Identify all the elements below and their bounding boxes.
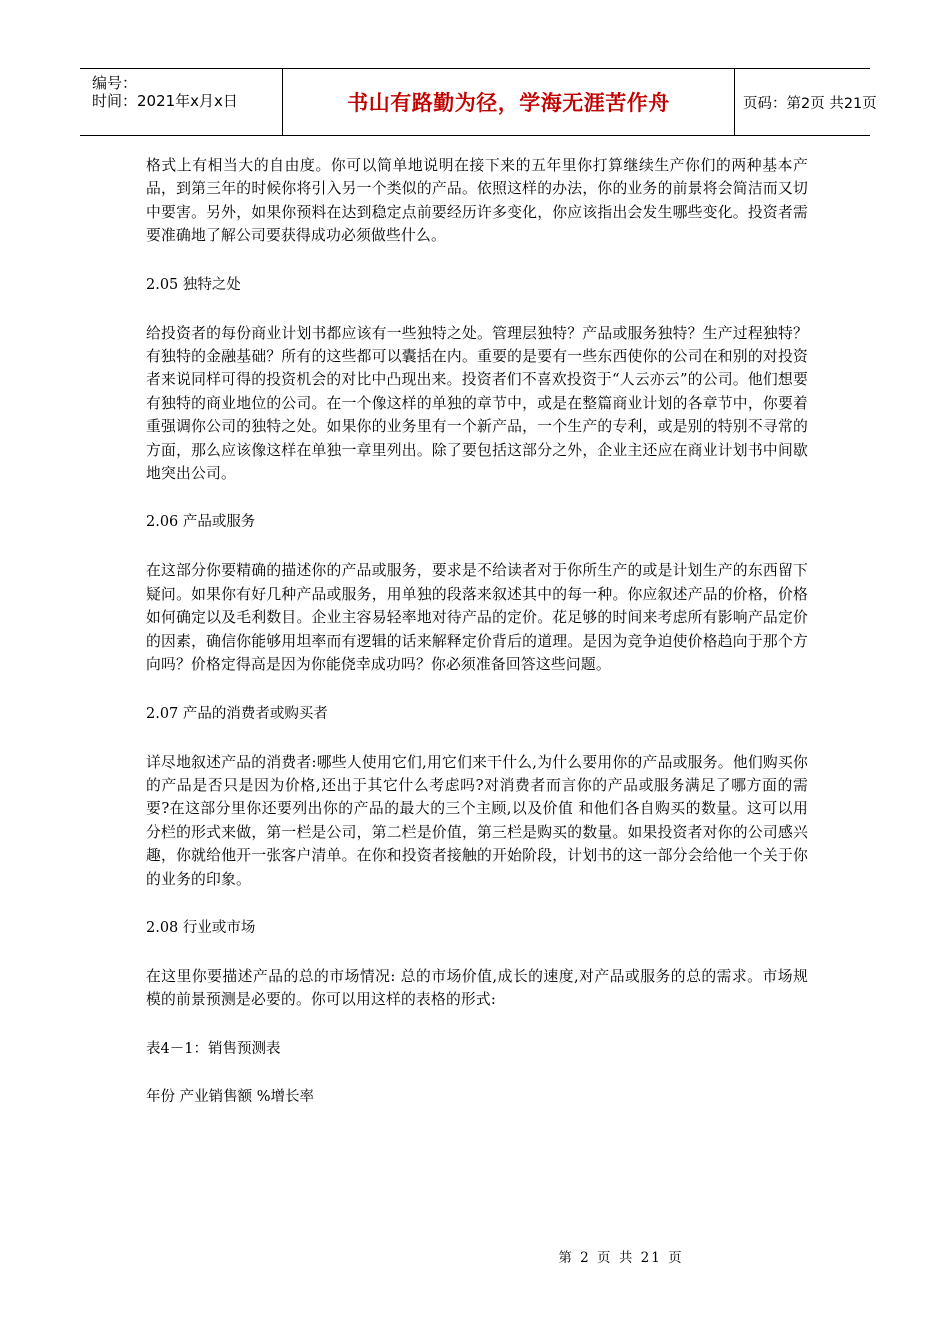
document-body (146, 154, 808, 1108)
header-meta-cell (80, 69, 282, 135)
page-footer (0, 1246, 950, 1266)
paragraph-2-08: 在这里你要描述产品的总的市场情况: 总的市场价值,成长的速度,对产品或服务的总的需求。市场规模的前景预测是必要的。你可以用这样的表格的形式: (146, 967, 808, 1009)
table-header-row: 年份 产业销售额 %增长率 (146, 1088, 314, 1105)
table-title: 表4－1：销售预测表 (146, 1040, 281, 1057)
page-header (80, 68, 877, 136)
paragraph-2-06: 在这部分你要精确的描述你的产品或服务，要求是不给读者对于你所生产的或是计划生产的东西留下疑问。如果你有好几种产品或服务，用单独的段落来叙述其中的每一种。你应叙述产品的价格，价格如何确定以及毛利数目。企业主容易轻率地对待产品的定价。花足够的时间来考虑所有影响产品定价的因素，确信你能够用坦率而有逻辑的话来解释定价背后的道理。是因为竞争迫使价格趋向于那个方向吗？价格定得高是因为你能侥幸成功吗？你必须准备回答这些问题。 (146, 562, 808, 674)
footer-page-number: 第 2 页 共 21 页 (558, 1250, 684, 1266)
paragraph-2-05: 给投资者的每份商业计划书都应该有一些独特之处。管理层独特？产品或服务独特？生产过程独特？有独特的金融基础？所有的这些都可以囊括在内。重要的是要有一些东西使你的公司在和别的对投资者来说同样可得的投资机会的对比中凸现出来。投资者们不喜欢投资于“人云亦云”的公司。他们想要有独特的商业地位的公司。在一个像这样的单独的章节中，或是在整篇商业计划的各章节中，你要着重强调你公司的独特之处。如果你的业务里有一个新产品，一个生产的专利，或是别的特别不寻常的方面，那么应该像这样在单独一章里列出。除了要包括这部分之外，企业主还应在商业计划书中间歇地突出公司。 (146, 324, 808, 483)
paragraph-2-07: 详尽地叙述产品的消费者:哪些人使用它们,用它们来干什么,为什么要用你的产品或服务。他们购买你的产品是否只是因为价格,还出于其它什么考虑吗?对消费者而言你的产品或服务满足了哪方面的需要?在这部分里你还要列出你的产品的最大的三个主顾,以及价值 和他们各自购买的数量。这可以用分栏的形式来做，第一栏是公司，第二栏是价值，第三栏是购买的数量。如果投资者对你的公司感兴趣，你就给他开一张客户清单。在你和投资者接触的开始阶段，计划书的这一部分会给他一个关于你的业务的印象。 (146, 753, 808, 888)
document-number-label: 编号： (92, 74, 138, 92)
header-motto-cell (282, 69, 735, 135)
header-page-cell (735, 69, 877, 135)
header-motto: 书山有路勤为径，学海无涯苦作舟 (347, 91, 670, 115)
section-heading-2-07: 2.07 产品的消费者或购买者 (146, 705, 328, 722)
document-time-label: 时间：2021年x月x日 (92, 92, 238, 110)
section-heading-2-06: 2.06 产品或服务 (146, 514, 256, 531)
section-heading-2-08: 2.08 行业或市场 (146, 919, 256, 936)
paragraph-intro: 格式上有相当大的自由度。你可以简单地说明在接下来的五年里你打算继续生产你们的两种基本产品，到第三年的时候你将引入另一个类似的产品。依照这样的办法，你的业务的前景将会简洁而又切中要害。另外，如果你预料在达到稳定点前要经历许多变化，你应该指出会发生哪些变化。投资者需要准确地了解公司要获得成功必须做些什么。 (146, 157, 808, 245)
header-page-info: 页码：第2页 共21页 (743, 95, 877, 112)
section-heading-2-05: 2.05 独特之处 (146, 276, 241, 293)
